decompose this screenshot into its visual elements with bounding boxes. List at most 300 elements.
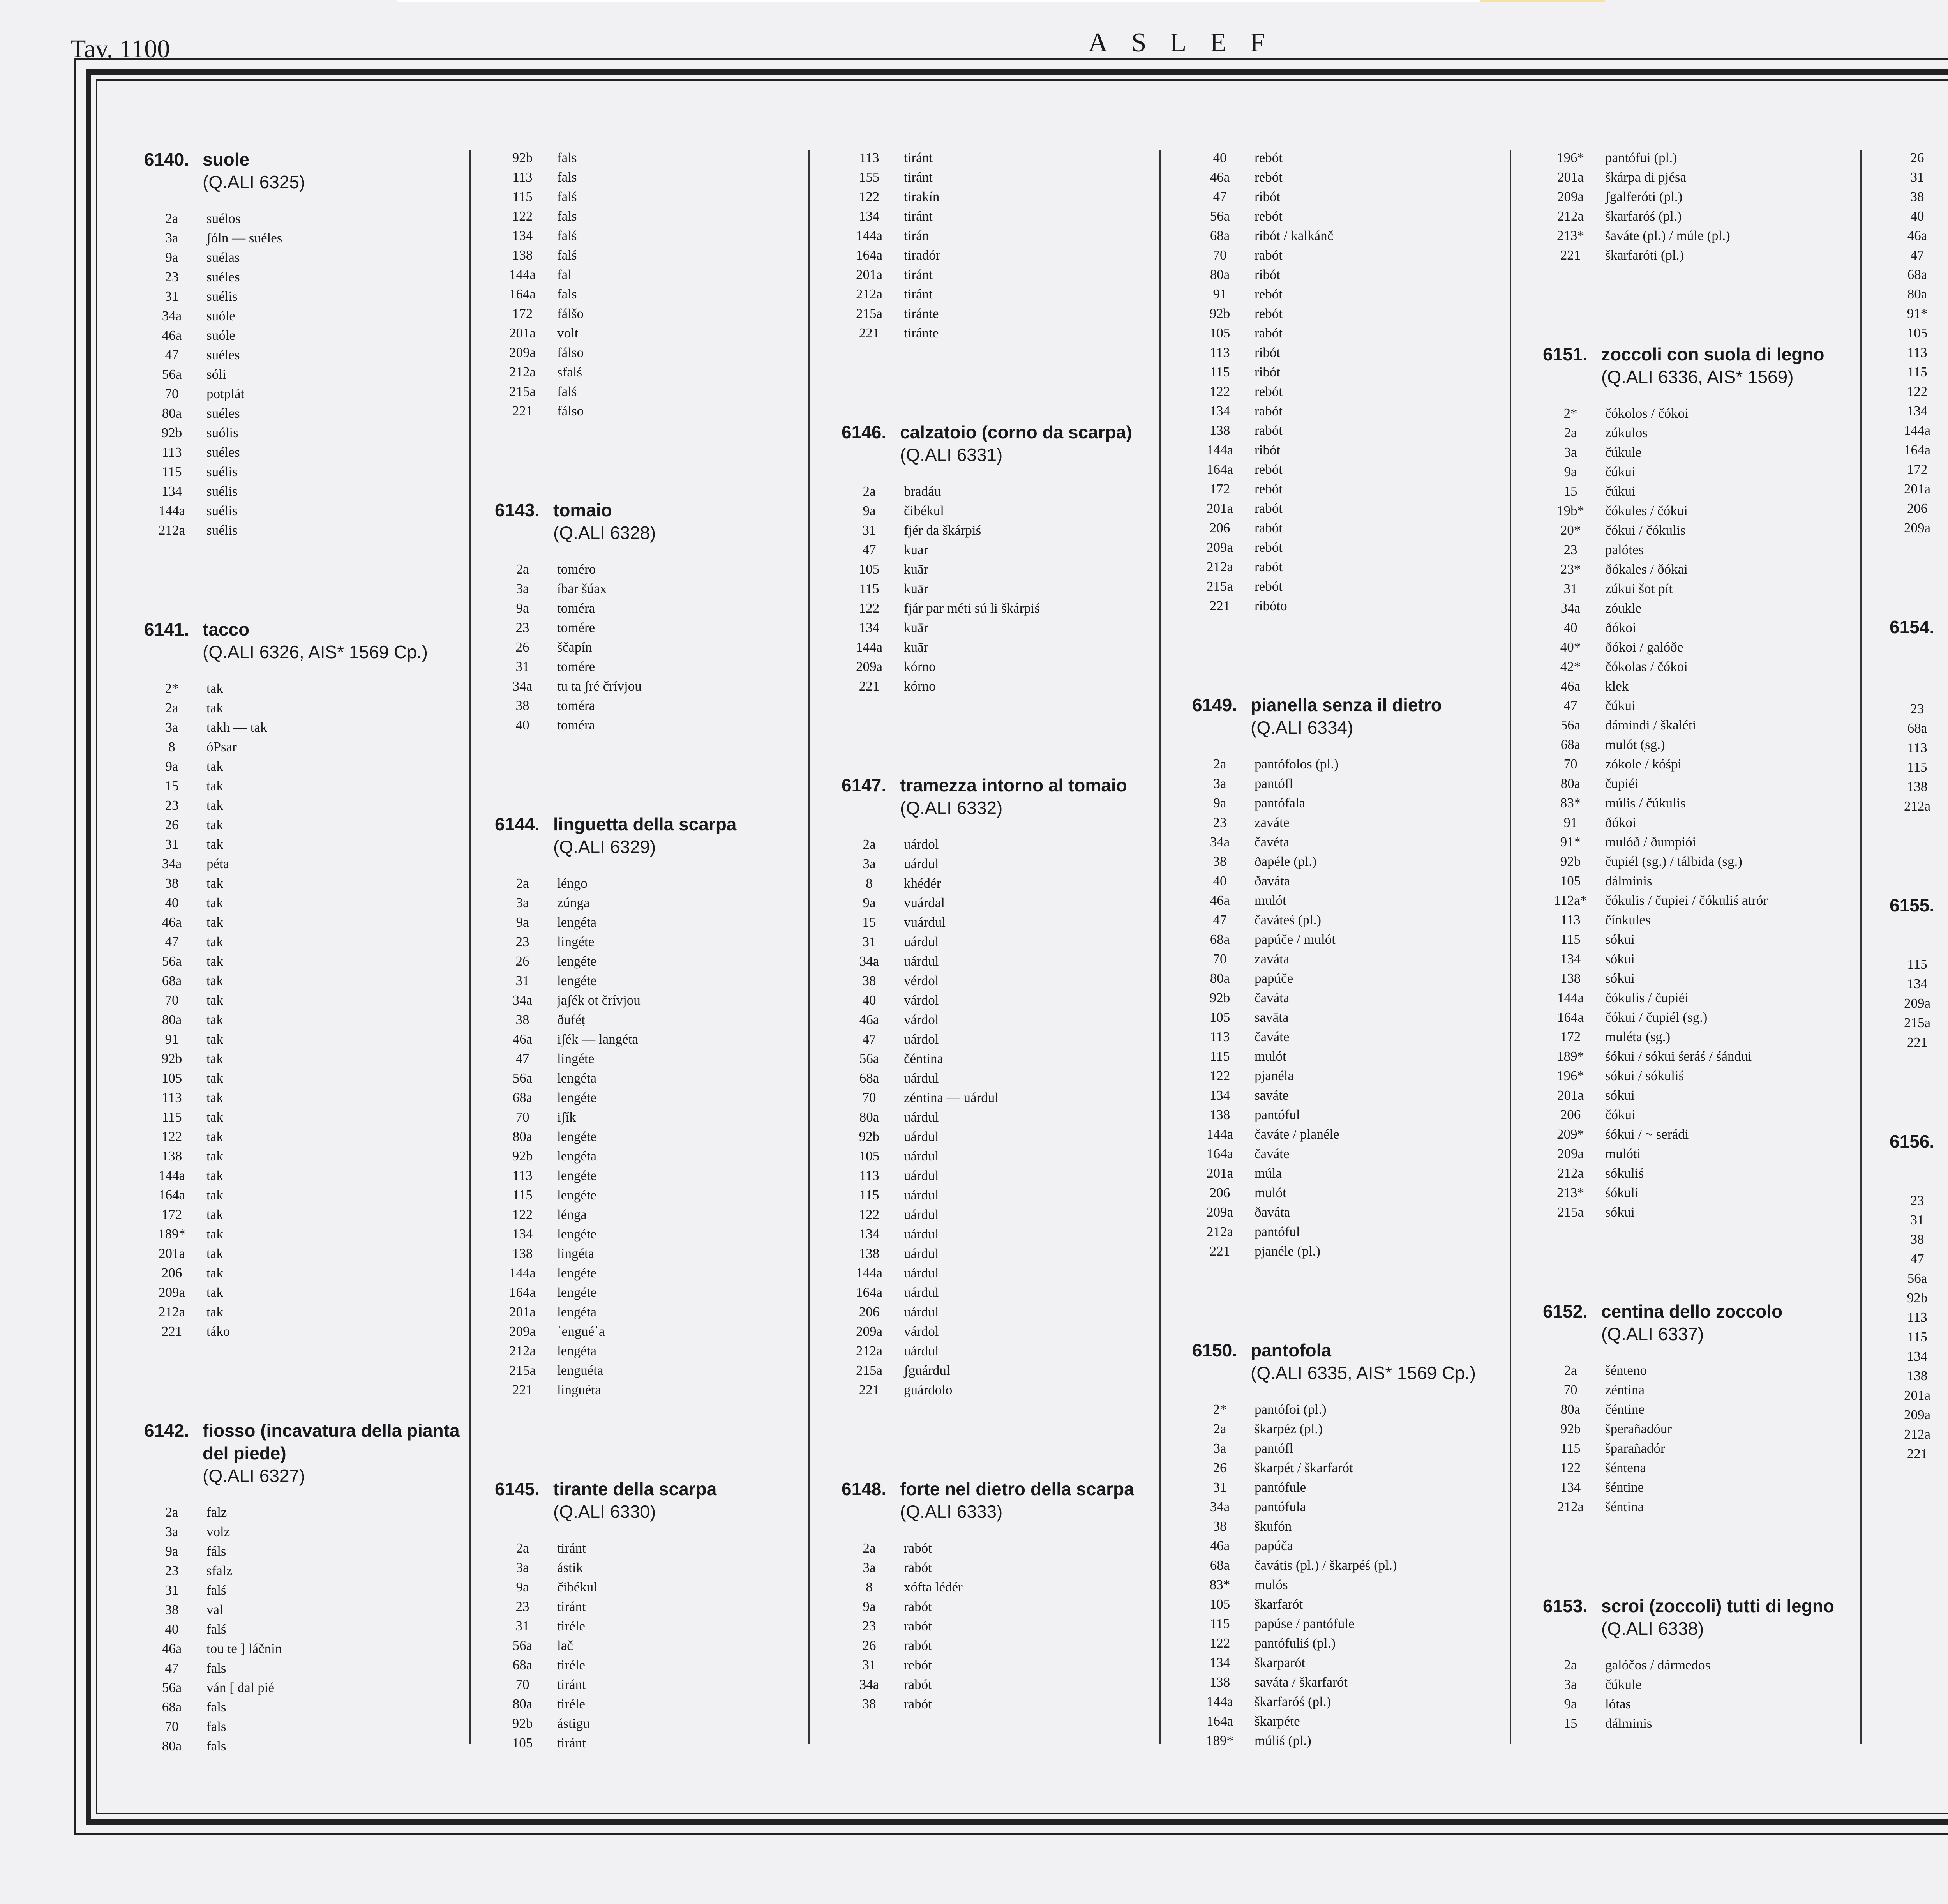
table-row bbox=[1192, 518, 1512, 538]
table-row bbox=[1543, 423, 1862, 443]
entry-reference: (Q.ALI 6326, AIS* 1569 Cp.) bbox=[203, 642, 428, 662]
column-3 bbox=[842, 148, 1161, 1714]
dialect-form: mulós bbox=[1255, 1577, 1288, 1592]
locality-code: 47 bbox=[1910, 247, 1924, 263]
locality-code: 70 bbox=[1563, 1382, 1577, 1397]
entry-number: 6149. bbox=[1192, 695, 1237, 715]
table-row bbox=[1543, 482, 1862, 501]
entry-reference: (Q.ALI 6327) bbox=[203, 1466, 305, 1486]
dialect-form: falś bbox=[206, 1583, 226, 1598]
locality-code: 70 bbox=[165, 1719, 179, 1734]
locality-code: 115 bbox=[512, 1187, 533, 1203]
dialect-form: dálminis bbox=[1605, 1716, 1652, 1731]
table-row bbox=[1192, 1595, 1512, 1614]
locality-code: 221 bbox=[859, 1382, 880, 1397]
dialect-form: fálšo bbox=[557, 306, 584, 321]
entry bbox=[495, 148, 814, 421]
dialect-form: dálminis bbox=[1605, 873, 1652, 888]
dialect-form: lengéta bbox=[557, 1343, 597, 1358]
locality-code: 19b* bbox=[1557, 503, 1584, 518]
dialect-form: falś bbox=[557, 384, 577, 399]
locality-code: 144a bbox=[1206, 1694, 1233, 1709]
entry-word: linguetta della scarpa bbox=[553, 814, 737, 834]
entry-rows bbox=[144, 209, 464, 540]
locality-code: 68a bbox=[1907, 267, 1927, 282]
table-row bbox=[1192, 813, 1512, 832]
table-row bbox=[842, 1655, 1161, 1675]
entry-reference: (Q.ALI 6337) bbox=[1601, 1324, 1704, 1344]
entry-heading bbox=[1192, 694, 1512, 739]
table-row bbox=[1890, 1191, 1948, 1210]
dialect-form: čaváte bbox=[1255, 1029, 1290, 1044]
locality-code: 134 bbox=[1560, 1480, 1581, 1495]
dialect-form: šperañadóur bbox=[1605, 1421, 1672, 1436]
locality-code: 209a bbox=[1557, 189, 1584, 204]
table-row bbox=[495, 1166, 814, 1185]
entry-rows bbox=[842, 482, 1161, 696]
entry-rows bbox=[1890, 148, 1948, 538]
dialect-form: šaváte (pl.) / múle (pl.) bbox=[1605, 228, 1730, 243]
table-row bbox=[842, 854, 1161, 874]
dialect-form: čókui / čupiél (sg.) bbox=[1605, 1010, 1708, 1025]
table-row bbox=[1543, 657, 1862, 676]
entry-word: centina dello zoccolo bbox=[1601, 1301, 1783, 1321]
table-row bbox=[1890, 1405, 1948, 1425]
locality-code: 31 bbox=[1563, 581, 1577, 596]
table-row bbox=[1192, 1203, 1512, 1222]
table-row bbox=[144, 737, 464, 757]
entry-title bbox=[553, 499, 814, 544]
table-row bbox=[842, 599, 1161, 618]
locality-code: 122 bbox=[859, 189, 880, 204]
table-row bbox=[144, 521, 464, 540]
dialect-form: mulót bbox=[1255, 1185, 1286, 1200]
dialect-form: tak bbox=[206, 778, 223, 793]
locality-code: 8 bbox=[168, 739, 175, 754]
locality-code: 26 bbox=[1910, 150, 1924, 165]
locality-code: 34a bbox=[1210, 1499, 1230, 1514]
dialect-form: rebót bbox=[1255, 150, 1283, 165]
table-row bbox=[144, 952, 464, 971]
table-row bbox=[144, 1205, 464, 1224]
entry-heading bbox=[1543, 1300, 1862, 1345]
locality-code: 2a bbox=[1213, 756, 1226, 772]
locality-code: 115 bbox=[1210, 364, 1230, 380]
dialect-form: guárdolo bbox=[904, 1382, 953, 1397]
table-row bbox=[495, 1263, 814, 1283]
locality-code: 115 bbox=[512, 189, 533, 204]
table-row bbox=[144, 776, 464, 796]
dialect-form: rebót bbox=[1255, 481, 1283, 496]
table-row bbox=[495, 1146, 814, 1166]
table-row bbox=[1890, 1327, 1948, 1347]
dialect-form: čókules / čókui bbox=[1605, 503, 1688, 518]
locality-code: 2a bbox=[165, 1505, 178, 1520]
table-row bbox=[495, 1088, 814, 1107]
locality-code: 68a bbox=[1907, 721, 1927, 736]
entry-gap bbox=[1543, 1517, 1862, 1595]
locality-code: 40* bbox=[1560, 639, 1581, 655]
table-row bbox=[1192, 460, 1512, 479]
table-row bbox=[144, 679, 464, 698]
table-row bbox=[1543, 1144, 1862, 1164]
table-row bbox=[1192, 304, 1512, 323]
entry-word: tacco bbox=[203, 619, 250, 639]
locality-code: 92b bbox=[1209, 306, 1230, 321]
dialect-form: linguéta bbox=[557, 1382, 601, 1397]
entry-title bbox=[1601, 343, 1862, 388]
locality-code: 212a bbox=[1904, 798, 1931, 814]
table-row bbox=[1192, 1692, 1512, 1711]
locality-code: 31 bbox=[165, 289, 179, 304]
entry-heading bbox=[144, 618, 464, 663]
table-row bbox=[842, 226, 1161, 246]
dialect-form: lengéta bbox=[557, 1304, 597, 1319]
dialect-form: čókulis / čupiei / čókuliś atrór bbox=[1605, 893, 1768, 908]
dialect-form: tiréle bbox=[557, 1696, 585, 1711]
locality-code: 164a bbox=[509, 1285, 536, 1300]
locality-code: 134 bbox=[512, 1226, 533, 1242]
locality-code: 2a bbox=[516, 1540, 529, 1556]
dialect-form: ástik bbox=[557, 1560, 583, 1575]
dialect-form: vuárdul bbox=[904, 915, 946, 930]
entry-rows bbox=[842, 1538, 1161, 1714]
dialect-form: suóle bbox=[206, 328, 235, 343]
table-row bbox=[144, 326, 464, 345]
dialect-form: papúče bbox=[1255, 971, 1293, 986]
dialect-form: čaváta bbox=[1255, 990, 1290, 1005]
dialect-form: lingéte bbox=[557, 934, 595, 949]
table-row bbox=[842, 521, 1161, 540]
locality-code: 56a bbox=[512, 1638, 533, 1653]
dialect-form: ʃgalferóti (pl.) bbox=[1605, 189, 1683, 204]
dialect-form: škarfaróś (pl.) bbox=[1605, 208, 1682, 224]
dialect-form: tiradór bbox=[904, 247, 940, 263]
atlas-title: ASLEF bbox=[1088, 28, 1288, 58]
dialect-form: čibékul bbox=[904, 503, 944, 518]
locality-code: 92b bbox=[1560, 854, 1581, 869]
dialect-form: ˈenguéˈa bbox=[557, 1324, 605, 1339]
locality-code: 115 bbox=[1907, 957, 1927, 972]
entry-reference: (Q.ALI 6325) bbox=[203, 172, 305, 192]
locality-code: 138 bbox=[1907, 1368, 1928, 1383]
locality-code: 20* bbox=[1560, 523, 1581, 538]
dialect-form: tiréle bbox=[557, 1618, 585, 1634]
dialect-form: zúkulos bbox=[1605, 425, 1648, 440]
table-row bbox=[495, 715, 814, 735]
table-row bbox=[842, 1088, 1161, 1107]
locality-code: 56a bbox=[1907, 1271, 1927, 1286]
dialect-form: suéles bbox=[206, 406, 240, 421]
dialect-form: śókui / sókui śeráś / śándui bbox=[1605, 1049, 1752, 1064]
table-row bbox=[1192, 577, 1512, 596]
table-row bbox=[1543, 1458, 1862, 1478]
dialect-form: suéles bbox=[206, 269, 240, 284]
table-row bbox=[1192, 284, 1512, 304]
locality-code: 172 bbox=[1209, 481, 1230, 496]
locality-code: 105 bbox=[512, 1735, 533, 1750]
locality-code: 92b bbox=[1209, 990, 1230, 1005]
dialect-form: suélis bbox=[206, 523, 238, 538]
table-row bbox=[495, 638, 814, 657]
locality-code: 212a bbox=[1557, 1166, 1584, 1181]
locality-code: 92b bbox=[512, 1716, 533, 1731]
locality-code: 213* bbox=[1557, 1185, 1584, 1200]
table-row bbox=[144, 365, 464, 384]
locality-code: 68a bbox=[162, 973, 182, 988]
locality-code: 40 bbox=[1213, 150, 1227, 165]
table-row bbox=[495, 696, 814, 715]
dialect-form: suóle bbox=[206, 308, 235, 323]
locality-code: 15 bbox=[165, 778, 179, 793]
locality-code: 92b bbox=[1907, 1290, 1928, 1305]
table-row bbox=[1192, 1497, 1512, 1517]
table-row bbox=[1192, 207, 1512, 226]
locality-code: 164a bbox=[856, 1285, 883, 1300]
locality-code: 206 bbox=[1209, 1185, 1230, 1200]
table-row bbox=[1192, 226, 1512, 246]
locality-code: 144a bbox=[158, 1168, 185, 1183]
entry bbox=[1543, 1595, 1862, 1733]
dialect-form: uárdul bbox=[904, 1265, 939, 1281]
table-row bbox=[144, 854, 464, 874]
table-row bbox=[144, 404, 464, 423]
entry bbox=[842, 421, 1161, 696]
entry-word: pianella senza il dietro bbox=[1251, 695, 1442, 715]
locality-code: 31 bbox=[862, 1657, 876, 1673]
locality-code: 70 bbox=[515, 1109, 529, 1125]
table-row bbox=[1890, 1210, 1948, 1230]
entry bbox=[842, 148, 1161, 343]
table-row bbox=[1192, 1183, 1512, 1203]
locality-code: 3a bbox=[516, 1560, 529, 1575]
locality-code: 40 bbox=[515, 717, 529, 733]
dialect-form: pantóful bbox=[1255, 1107, 1300, 1122]
locality-code: 46a bbox=[162, 915, 182, 930]
dialect-form: škufón bbox=[1255, 1519, 1292, 1534]
locality-code: 38 bbox=[862, 973, 876, 988]
locality-code: 23 bbox=[515, 1599, 529, 1614]
locality-code: 138 bbox=[859, 1246, 880, 1261]
locality-code: 80a bbox=[512, 1696, 533, 1711]
table-row bbox=[1890, 148, 1948, 168]
dialect-form: rebót bbox=[1255, 462, 1283, 477]
table-row bbox=[1192, 1711, 1512, 1731]
table-row bbox=[144, 1542, 464, 1561]
locality-code: 212a bbox=[1904, 1427, 1931, 1442]
locality-code: 56a bbox=[162, 367, 182, 382]
top-edge bbox=[397, 0, 1488, 2]
locality-code: 3a bbox=[165, 1524, 178, 1539]
entry-gap bbox=[1890, 816, 1948, 894]
locality-code: 91* bbox=[1560, 834, 1581, 850]
table-row bbox=[842, 1166, 1161, 1185]
locality-code: 9a bbox=[165, 250, 178, 265]
locality-code: 209a bbox=[1557, 1146, 1584, 1161]
locality-code: 92b bbox=[161, 425, 182, 440]
locality-code: 40 bbox=[1563, 620, 1577, 635]
dialect-form: palótes bbox=[1605, 542, 1644, 557]
dialect-form: fals bbox=[206, 1738, 226, 1754]
locality-code: 2a bbox=[165, 700, 178, 715]
dialect-form: múla bbox=[1255, 1166, 1282, 1181]
table-row bbox=[495, 1538, 814, 1558]
top-edge-tab bbox=[1480, 0, 1605, 2]
entry bbox=[1192, 148, 1512, 616]
locality-code: 134 bbox=[859, 208, 880, 224]
dialect-form: ʃóln — suéles bbox=[206, 230, 282, 246]
locality-code: 3a bbox=[1564, 445, 1577, 460]
locality-code: 3a bbox=[165, 230, 178, 246]
locality-code: 3a bbox=[863, 856, 876, 871]
table-row bbox=[495, 599, 814, 618]
dialect-form: mulót bbox=[1255, 1049, 1286, 1064]
locality-code: 134 bbox=[859, 620, 880, 635]
table-row bbox=[1192, 1086, 1512, 1105]
entry bbox=[1192, 1339, 1512, 1750]
locality-code: 23 bbox=[862, 1618, 876, 1634]
table-row bbox=[144, 815, 464, 835]
locality-code: 70 bbox=[165, 993, 179, 1008]
table-row bbox=[1543, 638, 1862, 657]
dialect-form: čókolos / čókoi bbox=[1605, 406, 1689, 421]
dialect-form: ðuféṭ bbox=[557, 1012, 585, 1027]
dialect-form: uárdul bbox=[904, 856, 939, 871]
locality-code: 201a bbox=[1557, 1088, 1584, 1103]
locality-code: 47 bbox=[1563, 698, 1577, 713]
dialect-form: čupiéi bbox=[1605, 776, 1639, 791]
table-row bbox=[495, 304, 814, 323]
table-row bbox=[1543, 1497, 1862, 1517]
table-row bbox=[495, 1244, 814, 1263]
dialect-form: rebót bbox=[1255, 540, 1283, 555]
locality-code: 23 bbox=[1213, 815, 1227, 830]
table-row bbox=[1543, 1008, 1862, 1027]
locality-code: 206 bbox=[1907, 501, 1928, 516]
entry bbox=[495, 499, 814, 735]
entry-number: 6148. bbox=[842, 1479, 887, 1499]
dialect-form: pjanéla bbox=[1255, 1068, 1294, 1083]
table-row bbox=[1543, 1105, 1862, 1125]
locality-code: 9a bbox=[165, 759, 178, 774]
locality-code: 83* bbox=[1560, 795, 1581, 811]
table-row bbox=[842, 1361, 1161, 1380]
locality-code: 68a bbox=[1210, 1558, 1230, 1573]
entry-rows bbox=[1192, 754, 1512, 1261]
locality-code: 201a bbox=[856, 267, 883, 282]
entry-gap bbox=[1192, 616, 1512, 694]
locality-code: 209a bbox=[158, 1285, 185, 1300]
dialect-form: tak bbox=[206, 1207, 223, 1222]
entry-rows bbox=[495, 874, 814, 1400]
table-row bbox=[1890, 226, 1948, 246]
table-row bbox=[1543, 930, 1862, 949]
locality-code: 47 bbox=[515, 1051, 529, 1066]
table-row bbox=[144, 1010, 464, 1030]
locality-code: 164a bbox=[1206, 1146, 1233, 1161]
entry-rows bbox=[1543, 148, 1862, 265]
dialect-form: tiránt bbox=[557, 1540, 586, 1556]
entry-number: 6146. bbox=[842, 422, 887, 442]
table-row bbox=[842, 304, 1161, 323]
dialect-form: volz bbox=[206, 1524, 230, 1539]
table-row bbox=[1890, 168, 1948, 187]
dialect-form: rebót bbox=[1255, 384, 1283, 399]
locality-code: 105 bbox=[1209, 1010, 1230, 1025]
dialect-form: lótas bbox=[1605, 1696, 1631, 1711]
dialect-form: sóli bbox=[206, 367, 226, 382]
locality-code: 70 bbox=[862, 1090, 876, 1105]
table-row bbox=[1192, 988, 1512, 1008]
locality-code: 115 bbox=[1210, 1049, 1230, 1064]
table-row bbox=[1543, 618, 1862, 638]
table-row bbox=[495, 148, 814, 168]
table-row bbox=[842, 540, 1161, 560]
table-row bbox=[1543, 599, 1862, 618]
table-row bbox=[144, 835, 464, 854]
table-row bbox=[495, 1694, 814, 1714]
locality-code: 115 bbox=[1907, 759, 1927, 775]
locality-code: 46a bbox=[1907, 228, 1927, 243]
table-row bbox=[1543, 676, 1862, 696]
dialect-form: uárdul bbox=[904, 1129, 939, 1144]
table-row bbox=[495, 1380, 814, 1400]
table-row bbox=[842, 1380, 1161, 1400]
dialect-form: lengéte bbox=[557, 1265, 597, 1281]
entry bbox=[1890, 616, 1948, 816]
table-row bbox=[842, 187, 1161, 207]
locality-code: 80a bbox=[859, 1109, 879, 1125]
table-row bbox=[1192, 969, 1512, 988]
locality-code: 189* bbox=[1206, 1733, 1233, 1748]
table-row bbox=[842, 1597, 1161, 1616]
dialect-form: rebót bbox=[1255, 579, 1283, 594]
locality-code: 8 bbox=[866, 1579, 873, 1595]
locality-code: 144a bbox=[1557, 990, 1584, 1005]
locality-code: 115 bbox=[162, 464, 182, 479]
locality-code: 23 bbox=[1563, 542, 1577, 557]
table-row bbox=[144, 1166, 464, 1185]
locality-code: 9a bbox=[863, 503, 876, 518]
table-row bbox=[495, 1675, 814, 1694]
table-row bbox=[144, 1639, 464, 1658]
locality-code: 70 bbox=[1213, 247, 1227, 263]
dialect-form: ribót bbox=[1255, 267, 1281, 282]
locality-code: 221 bbox=[512, 403, 533, 419]
locality-code: 201a bbox=[1557, 170, 1584, 185]
locality-code: 209a bbox=[856, 659, 883, 674]
dialect-form: lengéte bbox=[557, 1226, 597, 1242]
entry-reference: (Q.ALI 6336, AIS* 1569) bbox=[1601, 367, 1794, 387]
dialect-form: čúkui bbox=[1605, 464, 1636, 479]
locality-code: 40 bbox=[165, 1621, 179, 1637]
dialect-form: čéntina bbox=[904, 1051, 944, 1066]
locality-code: 2* bbox=[1213, 1402, 1227, 1417]
locality-code: 201a bbox=[509, 1304, 536, 1319]
dialect-form: várdol bbox=[904, 993, 939, 1008]
locality-code: 212a bbox=[1206, 1224, 1233, 1239]
dialect-form: zúnga bbox=[557, 895, 590, 910]
locality-code: 23 bbox=[165, 1563, 179, 1578]
table-row bbox=[1890, 460, 1948, 479]
entry-title bbox=[900, 421, 1161, 466]
locality-code: 34a bbox=[512, 678, 533, 694]
locality-code: 105 bbox=[1209, 325, 1230, 341]
entry-number: 6154. bbox=[1890, 617, 1935, 637]
locality-code: 144a bbox=[1904, 423, 1931, 438]
locality-code: 221 bbox=[1560, 247, 1581, 263]
dialect-form: muléta (sg.) bbox=[1605, 1029, 1671, 1044]
